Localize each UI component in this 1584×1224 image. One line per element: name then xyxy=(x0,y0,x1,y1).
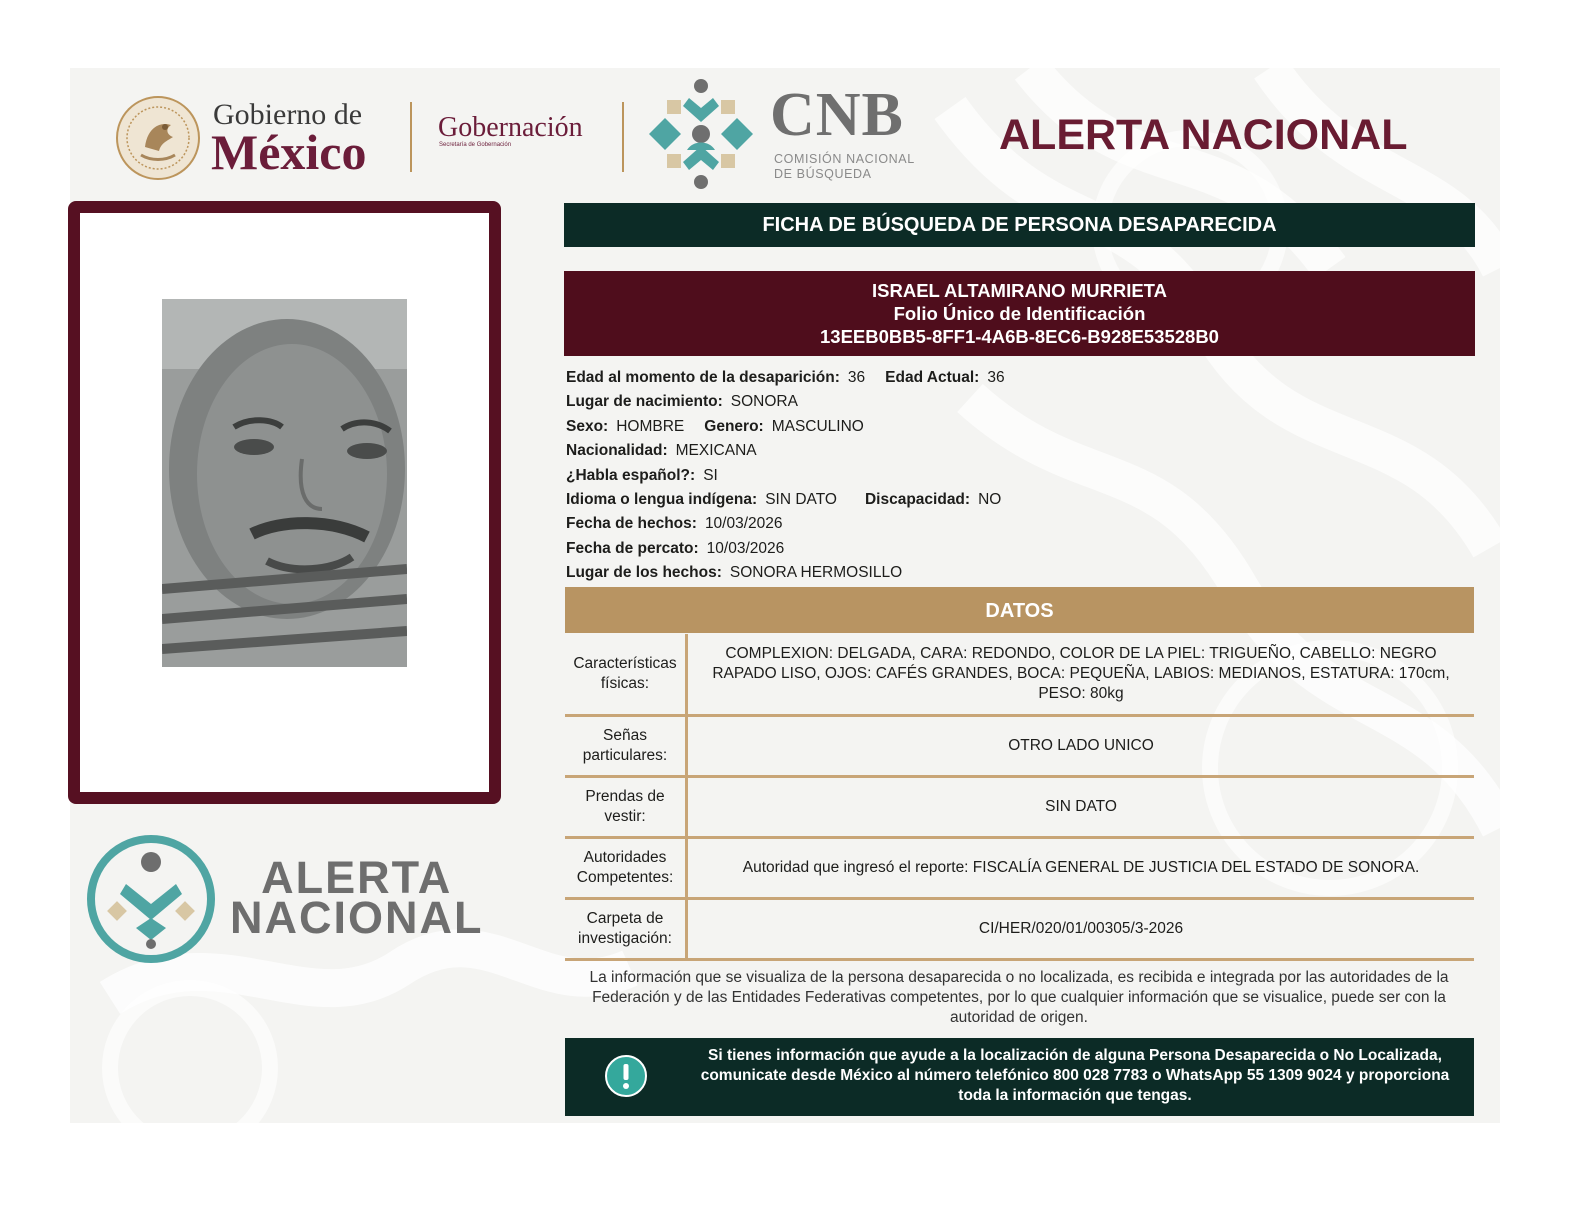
info-row xyxy=(566,537,1005,561)
fecha-hechos-label: Fecha de hechos: xyxy=(566,515,697,533)
espanol-label: ¿Habla español?: xyxy=(566,466,696,484)
folio-value: 13EEB0BB5-8FF1-4A6B-8EC6-B928E53528B0 xyxy=(820,326,1219,347)
datos-row xyxy=(565,634,1474,717)
info-row xyxy=(566,561,1005,585)
header-divider xyxy=(622,102,624,172)
info-row xyxy=(566,512,1005,536)
person-name: ISRAEL ALTAMIRANO MURRIETA xyxy=(872,280,1167,301)
fecha-percato-value: 10/03/2026 xyxy=(706,539,785,557)
fecha-hechos-value: 10/03/2026 xyxy=(704,515,783,533)
datos-row xyxy=(565,839,1474,900)
alerta-logo-line2: NACIONAL xyxy=(230,892,484,943)
contact-text: Si tienes información que ayude a la localización de alguna Persona Desaparecida o No Localizada, comunicate desde México al número telefónico 800 028 7783 o WhatsApp 55 1309 9024 y proporciona toda la información que tengas. xyxy=(700,1047,1450,1104)
alerta-nacional-title: ALERTA NACIONAL xyxy=(999,111,1408,159)
gobierno-de-text: Gobierno de xyxy=(213,98,363,131)
person-banner xyxy=(564,271,1475,356)
edad-actual-label: Edad Actual: xyxy=(885,369,980,386)
datos-value: COMPLEXION: DELGADA, CARA: REDONDO, COLOR DE LA PIEL: TRIGUEÑO, CABELLO: NEGRO RAPADO LISO, OJOS: CAFÉS GRANDES, BOCA: PEQUEÑA, LABIOS: MEDIANOS, ESTATURA: 170cm, PESO: 80kg xyxy=(712,645,1450,702)
idioma-label: Idioma o lengua indígena: xyxy=(566,490,758,508)
datos-table xyxy=(565,634,1474,961)
datos-label: Autoridades Competentes: xyxy=(565,839,688,897)
mexico-text: México xyxy=(211,124,367,180)
cnb-subtitle xyxy=(774,152,915,182)
edad-value: 36 xyxy=(847,369,866,386)
info-row xyxy=(566,439,1005,463)
sexo-value: HOMBRE xyxy=(616,417,685,435)
person-photo xyxy=(162,299,407,667)
datos-value: CI/HER/020/01/00305/3-2026 xyxy=(978,920,1184,937)
exclamation-icon xyxy=(605,1055,647,1097)
nacionalidad-value: MEXICANA xyxy=(675,442,757,460)
edad-label: Edad al momento de la desaparición: xyxy=(566,369,840,386)
datos-value: SIN DATO xyxy=(1045,798,1117,815)
gobernacion-text: Gobernación xyxy=(438,112,583,143)
national-seal-icon xyxy=(115,95,201,181)
datos-value: Autoridad que ingresó el reporte: FISCALÍA GENERAL DE JUSTICIA DEL ESTADO DE SONORA. xyxy=(742,859,1420,876)
info-row xyxy=(566,464,1005,488)
info-row xyxy=(566,390,1005,414)
alerta-logo-line1: ALERTA xyxy=(261,852,453,903)
datos-label: Características físicas: xyxy=(565,634,688,714)
folio-label: Folio Único de Identificación xyxy=(893,303,1146,324)
espanol-value: SI xyxy=(703,466,718,484)
contact-banner xyxy=(565,1038,1474,1116)
person-info xyxy=(566,366,1005,586)
datos-row xyxy=(565,778,1474,839)
alerta-nacional-logo-text xyxy=(230,852,484,943)
lugar-hechos-label: Lugar de los hechos: xyxy=(566,564,722,582)
datos-label: Carpeta de investigación: xyxy=(565,900,688,958)
disclaimer-text: La información que se visualiza de la persona desaparecida o no localizada, es recibida e integrada por las autoridades de la Federación y de las Entidades Federativas competentes, por lo que cualquier información que se visualice, puede ser con la autoridad de origen. xyxy=(589,969,1449,1026)
gobernacion-subtitle: Secretaría de Gobernación xyxy=(439,142,512,148)
genero-value: MASCULINO xyxy=(771,417,864,435)
nacimiento-value: SONORA xyxy=(730,393,798,411)
cnb-subtitle-line2: DE BÚSQUEDA xyxy=(774,167,872,181)
info-row xyxy=(566,415,1005,439)
edad-actual-value: 36 xyxy=(987,369,1005,386)
datos-header: DATOS xyxy=(565,587,1474,633)
fecha-percato-label: Fecha de percato: xyxy=(566,539,699,557)
nacimiento-label: Lugar de nacimiento: xyxy=(566,393,723,411)
genero-label: Genero: xyxy=(704,417,764,435)
datos-row xyxy=(565,717,1474,778)
alerta-nacional-logo-icon xyxy=(84,832,218,966)
header-divider xyxy=(410,102,412,172)
discapacidad-label: Discapacidad: xyxy=(864,490,971,508)
datos-label: Señas particulares: xyxy=(565,717,688,775)
cnb-emblem-icon xyxy=(645,78,757,190)
cnb-wordmark: CNB xyxy=(770,81,904,149)
info-row xyxy=(566,366,1005,390)
lugar-hechos-value: SONORA HERMOSILLO xyxy=(729,564,903,582)
idioma-value: SIN DATO xyxy=(765,490,837,508)
datos-row xyxy=(565,900,1474,961)
cnb-subtitle-line1: COMISIÓN NACIONAL xyxy=(774,152,915,166)
info-row xyxy=(566,488,1005,512)
sexo-label: Sexo: xyxy=(566,417,609,435)
datos-label: Prendas de vestir: xyxy=(565,778,688,836)
ficha-title: FICHA DE BÚSQUEDA DE PERSONA DESAPARECIDA xyxy=(564,203,1475,247)
gobierno-de-mexico-logo xyxy=(115,95,405,181)
datos-value: OTRO LADO UNICO xyxy=(1008,737,1154,754)
nacionalidad-label: Nacionalidad: xyxy=(566,442,668,460)
discapacidad-value: NO xyxy=(978,490,1002,508)
